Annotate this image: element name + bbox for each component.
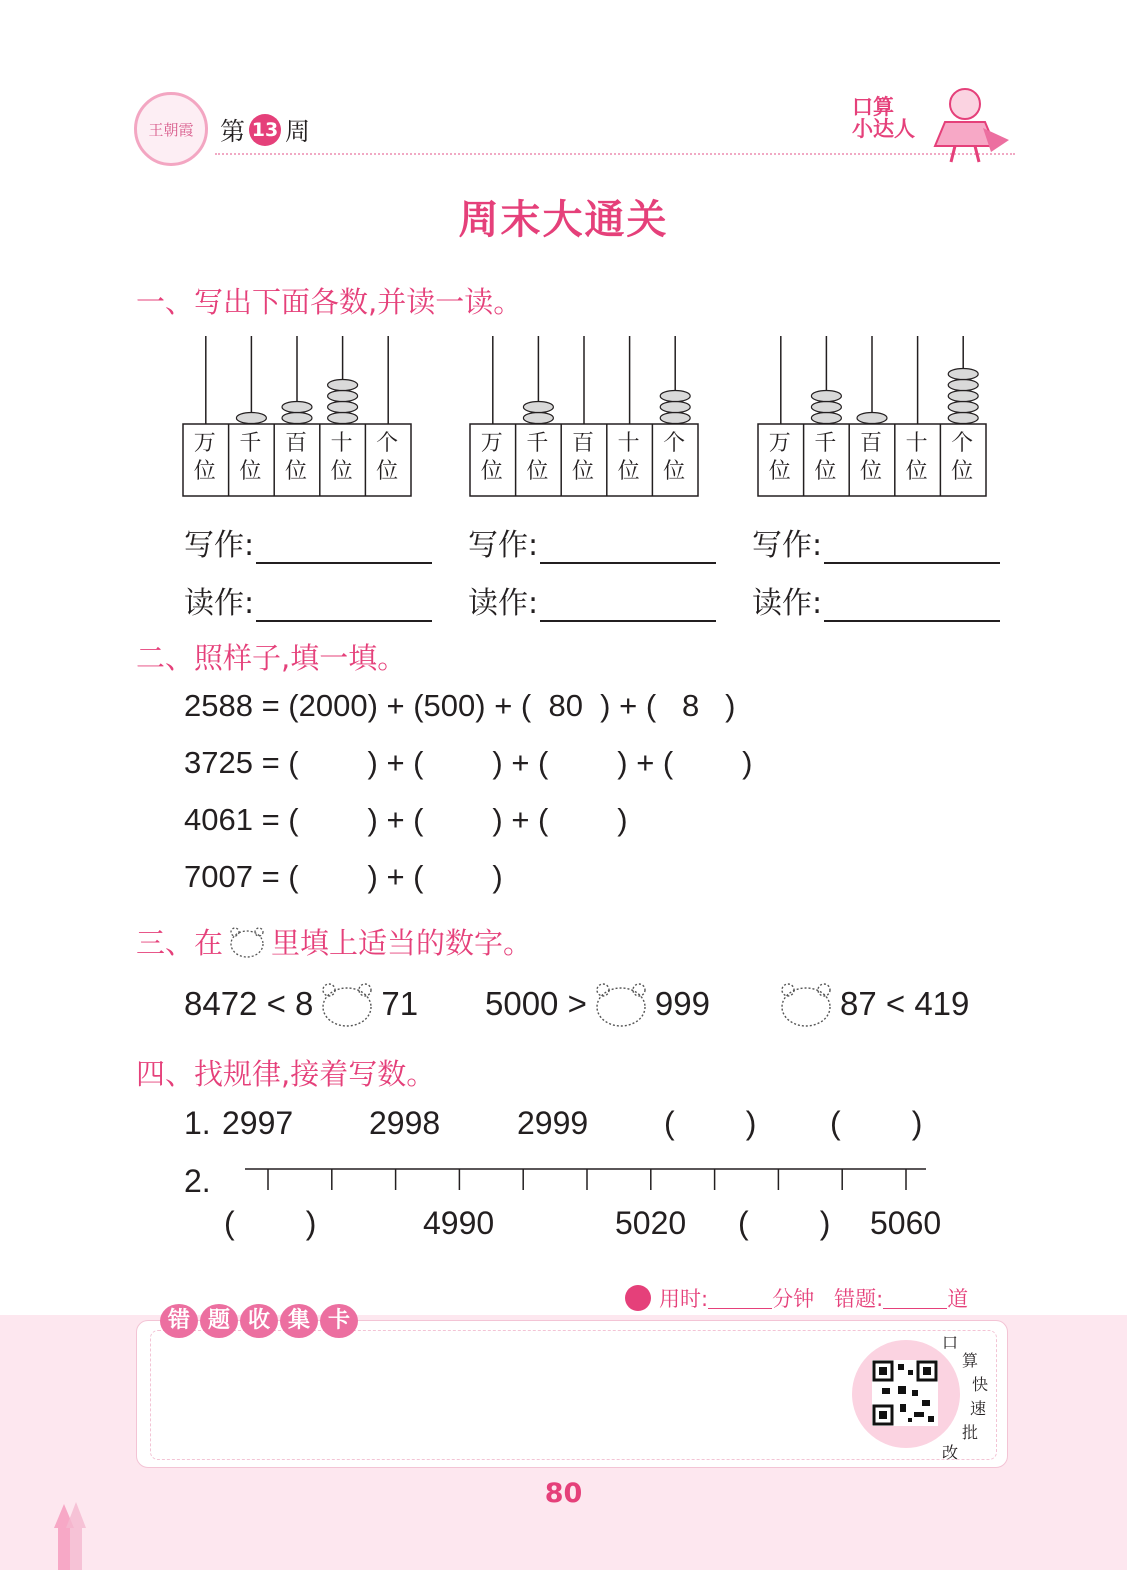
brand-line1: 口算 bbox=[852, 95, 894, 119]
abacus-3 bbox=[757, 330, 987, 500]
write-blank[interactable] bbox=[540, 534, 716, 564]
abacus-bead bbox=[948, 413, 978, 424]
card-title-char: 错 bbox=[160, 1304, 198, 1338]
equation-row[interactable]: 7007 = ( ) + ( ) bbox=[184, 859, 503, 894]
abacus-bead bbox=[328, 413, 358, 424]
seq2-label: 2. bbox=[184, 1163, 211, 1199]
read-field-1[interactable] bbox=[184, 578, 432, 622]
bubble-blank[interactable] bbox=[593, 980, 649, 1028]
abacus-bead bbox=[282, 402, 312, 413]
seq1-blank[interactable]: ( ) bbox=[664, 1105, 757, 1141]
abacus-bead bbox=[328, 380, 358, 391]
time-blank[interactable] bbox=[708, 1288, 772, 1309]
seq1-item: 2997 bbox=[222, 1105, 294, 1141]
compare-left: 5000 > bbox=[485, 985, 587, 1022]
section1-heading: 一、写出下面各数,并读一读。 bbox=[136, 285, 523, 319]
section3-heading-before: 三、在 bbox=[136, 926, 224, 960]
error-blank[interactable] bbox=[883, 1288, 947, 1309]
seq2-value: 4990 bbox=[423, 1205, 495, 1241]
abacus-3-labels bbox=[757, 424, 987, 496]
place-label: 个 位 bbox=[951, 431, 974, 484]
place-label: 百 位 bbox=[859, 431, 882, 484]
page-title: 周末大通关 bbox=[458, 197, 669, 243]
publisher-logo bbox=[134, 92, 208, 166]
week-label bbox=[220, 112, 310, 148]
time-tracker bbox=[625, 1283, 968, 1313]
compare-right: 87 < 419 bbox=[840, 985, 970, 1022]
page-number: 80 bbox=[544, 1478, 583, 1509]
write-label: 写作: bbox=[468, 528, 539, 563]
time-unit: 分钟 bbox=[772, 1287, 815, 1311]
seq1-label: 1. bbox=[184, 1105, 211, 1141]
abacus-bead bbox=[660, 413, 690, 424]
compare-item-3 bbox=[772, 980, 969, 1028]
mascot-icon bbox=[925, 82, 1015, 166]
write-field-2[interactable] bbox=[468, 520, 716, 564]
place-label: 个 位 bbox=[376, 431, 399, 484]
qr-caption-char: 批 bbox=[962, 1423, 979, 1442]
seq2-value: 5060 bbox=[870, 1205, 942, 1241]
arrow-up-icon bbox=[54, 1500, 88, 1570]
place-label: 千 位 bbox=[526, 431, 549, 484]
brand-line2: 小达人 bbox=[852, 117, 915, 141]
write-field-1[interactable] bbox=[184, 520, 432, 564]
abacus-bead bbox=[948, 402, 978, 413]
compare-left: 8472 < 8 bbox=[184, 985, 314, 1022]
abacus-2 bbox=[469, 330, 699, 500]
equation-row[interactable]: 3725 = ( ) + ( ) + ( ) + ( ) bbox=[184, 745, 753, 780]
seq1-item: 2999 bbox=[517, 1105, 589, 1141]
abacus-bead bbox=[282, 413, 312, 424]
week-prefix: 第 bbox=[220, 117, 246, 146]
compare-item-1 bbox=[184, 980, 418, 1028]
error-unit: 道 bbox=[947, 1287, 969, 1311]
abacus-bead bbox=[948, 380, 978, 391]
write-field-3[interactable] bbox=[752, 520, 1000, 564]
place-label: 万 位 bbox=[768, 431, 791, 484]
logo-text: 王朝霞 bbox=[148, 120, 194, 139]
place-label: 十 位 bbox=[330, 431, 353, 484]
read-label: 读作: bbox=[184, 586, 255, 621]
read-field-2[interactable] bbox=[468, 578, 716, 622]
card-title bbox=[160, 1304, 358, 1338]
abacus-bead bbox=[948, 391, 978, 402]
error-label: 错题: bbox=[834, 1287, 884, 1311]
card-title-char: 题 bbox=[200, 1304, 238, 1338]
place-label: 百 位 bbox=[571, 431, 594, 484]
place-label: 万 位 bbox=[480, 431, 503, 484]
header-divider bbox=[215, 153, 1015, 155]
seq2-value: 5020 bbox=[615, 1205, 687, 1241]
place-label: 百 位 bbox=[284, 431, 307, 484]
bubble-icon bbox=[227, 925, 267, 959]
place-label: 千 位 bbox=[239, 431, 262, 484]
abacus-bead bbox=[660, 402, 690, 413]
place-label: 十 位 bbox=[905, 431, 928, 484]
write-label: 写作: bbox=[752, 528, 823, 563]
place-label: 十 位 bbox=[617, 431, 640, 484]
bubble-blank[interactable] bbox=[319, 980, 375, 1028]
abacus-bead bbox=[523, 413, 553, 424]
qr-caption-char: 速 bbox=[970, 1399, 987, 1418]
section3-heading bbox=[136, 921, 532, 962]
read-label: 读作: bbox=[468, 586, 539, 621]
abacus-bead bbox=[660, 391, 690, 402]
abacus-1-labels bbox=[182, 424, 412, 496]
seq2-blank[interactable]: ( ) bbox=[224, 1205, 317, 1241]
abacus-bead bbox=[328, 402, 358, 413]
section4-heading: 四、找规律,接着写数。 bbox=[136, 1057, 436, 1091]
week-number-badge: 13 bbox=[249, 114, 281, 146]
card-title-char: 卡 bbox=[320, 1304, 358, 1338]
number-line bbox=[240, 1160, 940, 1194]
read-label: 读作: bbox=[752, 586, 823, 621]
abacus-bead bbox=[811, 402, 841, 413]
abacus-bead bbox=[857, 413, 887, 424]
card-title-char: 集 bbox=[280, 1304, 318, 1338]
equation-example: 2588 = (2000) + (500) + ( 80 ) + ( 8 ) bbox=[184, 688, 736, 723]
card-title-char: 收 bbox=[240, 1304, 278, 1338]
abacus-bead bbox=[328, 391, 358, 402]
read-blank[interactable] bbox=[256, 592, 432, 622]
section3-heading-after: 里填上适当的数字。 bbox=[271, 926, 533, 960]
abacus-2-labels bbox=[469, 424, 699, 496]
read-blank[interactable] bbox=[540, 592, 716, 622]
read-field-3[interactable] bbox=[752, 578, 1000, 622]
abacus-bead bbox=[523, 402, 553, 413]
abacus-1 bbox=[182, 330, 412, 500]
abacus-bead bbox=[811, 391, 841, 402]
compare-right: 999 bbox=[654, 985, 710, 1022]
qr-code-icon[interactable] bbox=[872, 1360, 938, 1426]
qr-caption-char: 算 bbox=[962, 1351, 979, 1370]
seq1-item: 2998 bbox=[369, 1105, 441, 1141]
seq1-blank[interactable]: ( ) bbox=[830, 1105, 923, 1141]
abacus-bead bbox=[236, 413, 266, 424]
brand-logo bbox=[852, 96, 922, 140]
write-blank[interactable] bbox=[824, 534, 1000, 564]
place-label: 万 位 bbox=[193, 431, 216, 484]
compare-item-2 bbox=[485, 980, 710, 1028]
place-label: 个 位 bbox=[663, 431, 686, 484]
read-blank[interactable] bbox=[824, 592, 1000, 622]
qr-caption-char: 快 bbox=[972, 1375, 989, 1394]
bubble-blank[interactable] bbox=[778, 980, 834, 1028]
abacus-bead bbox=[948, 369, 978, 380]
equation-row[interactable]: 4061 = ( ) + ( ) + ( ) bbox=[184, 802, 628, 837]
qr-caption-char: 口 bbox=[942, 1333, 959, 1352]
place-label: 千 位 bbox=[814, 431, 837, 484]
week-suffix: 周 bbox=[285, 117, 311, 146]
write-blank[interactable] bbox=[256, 534, 432, 564]
stopwatch-icon bbox=[625, 1285, 651, 1311]
write-label: 写作: bbox=[184, 528, 255, 563]
qr-caption-char: 改 bbox=[942, 1443, 959, 1462]
compare-right: 71 bbox=[381, 985, 419, 1022]
section2-heading: 二、照样子,填一填。 bbox=[136, 641, 407, 675]
seq2-blank[interactable]: ( ) bbox=[738, 1205, 831, 1241]
abacus-bead bbox=[811, 413, 841, 424]
time-label: 用时: bbox=[659, 1287, 709, 1311]
